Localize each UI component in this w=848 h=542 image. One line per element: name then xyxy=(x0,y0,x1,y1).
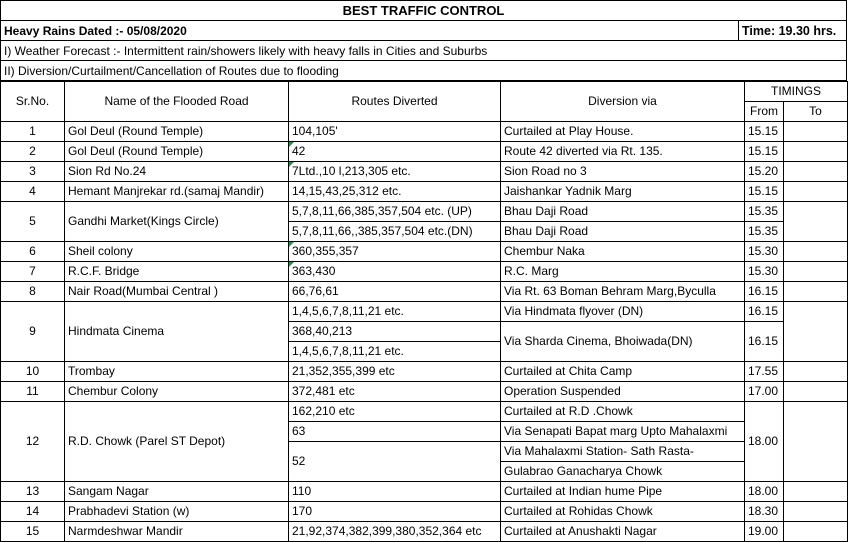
sr-cell: 3 xyxy=(1,162,65,182)
col-from: From xyxy=(745,102,784,122)
to-cell xyxy=(784,262,848,282)
from-cell: 15.30 xyxy=(745,242,784,262)
via-cell: Via Hindmata flyover (DN) xyxy=(501,302,745,322)
via-cell: Via Rt. 63 Boman Behram Marg,Byculla xyxy=(501,282,745,302)
table-row xyxy=(1,362,848,382)
routes-cell: 14,15,43,25,312 etc. xyxy=(289,182,501,202)
via-cell: Operation Suspended xyxy=(501,382,745,402)
road-cell: Chembur Colony xyxy=(65,382,289,402)
via-cell: Curtailed at Rohidas Chowk xyxy=(501,502,745,522)
table-row xyxy=(1,302,848,322)
from-cell: 15.15 xyxy=(745,182,784,202)
sr-cell: 9 xyxy=(1,302,65,362)
road-cell: Nair Road(Mumbai Central ) xyxy=(65,282,289,302)
road-cell: R.C.F. Bridge xyxy=(65,262,289,282)
routes-cell: 110 xyxy=(289,482,501,502)
road-cell: Sheil colony xyxy=(65,242,289,262)
table-row xyxy=(1,502,848,522)
sr-cell: 15 xyxy=(1,522,65,542)
routes-cell: 1,4,5,6,7,8,11,21 etc. xyxy=(289,342,501,362)
via-cell: Curtailed at Play House. xyxy=(501,122,745,142)
road-cell: Gol Deul (Round Temple) xyxy=(65,122,289,142)
routes-cell: 1,4,5,6,7,8,11,21 etc. xyxy=(289,302,501,322)
col-routes: Routes Diverted xyxy=(289,82,501,122)
to-cell xyxy=(784,362,848,382)
from-cell: 18.00 xyxy=(745,402,784,482)
routes-cell: 21,352,355,399 etc xyxy=(289,362,501,382)
road-cell: R.D. Chowk (Parel ST Depot) xyxy=(65,402,289,482)
via-cell: Via Senapati Bapat marg Upto Mahalaxmi xyxy=(501,422,745,442)
to-cell xyxy=(784,242,848,262)
to-cell xyxy=(784,282,848,302)
sr-cell: 13 xyxy=(1,482,65,502)
table-row xyxy=(1,482,848,502)
from-cell: 15.15 xyxy=(745,142,784,162)
via-cell: Sion Road no 3 xyxy=(501,162,745,182)
sr-cell: 12 xyxy=(1,402,65,482)
table-row xyxy=(1,402,848,422)
to-cell xyxy=(784,382,848,402)
routes-cell: 170 xyxy=(289,502,501,522)
via-cell: Bhau Daji Road xyxy=(501,202,745,222)
road-cell: Prabhadevi Station (w) xyxy=(65,502,289,522)
from-cell: 18.30 xyxy=(745,502,784,522)
via-cell: Curtailed at Anushakti Nagar xyxy=(501,522,745,542)
col-via: Diversion via xyxy=(501,82,745,122)
table-row xyxy=(1,522,848,542)
routes-cell: 360,355,357 xyxy=(289,242,501,262)
table-row xyxy=(1,282,848,302)
table-row xyxy=(1,262,848,282)
road-cell: Hindmata Cinema xyxy=(65,302,289,362)
from-cell: 15.20 xyxy=(745,162,784,182)
table-row xyxy=(1,242,848,262)
to-cell xyxy=(784,202,848,242)
sheet-title: BEST TRAFFIC CONTROL xyxy=(0,0,847,21)
from-cell: 15.30 xyxy=(745,262,784,282)
road-cell: Sangam Nagar xyxy=(65,482,289,502)
col-timings: TIMINGS xyxy=(745,82,848,102)
table-row xyxy=(1,182,848,202)
col-to: To xyxy=(784,102,848,122)
routes-cell: 7Ltd.,10 l,213,305 etc. xyxy=(289,162,501,182)
routes-cell: 104,105' xyxy=(289,122,501,142)
from-cell: 17.00 xyxy=(745,382,784,402)
to-cell xyxy=(784,142,848,162)
to-cell xyxy=(784,522,848,542)
diversion-heading: II) Diversion/Curtailment/Cancellation of Routes due to flooding xyxy=(0,61,847,81)
via-cell: Route 42 diverted via Rt. 135. xyxy=(501,142,745,162)
to-cell xyxy=(784,122,848,142)
routes-cell: 21,92,374,382,399,380,352,364 etc xyxy=(289,522,501,542)
sr-cell: 4 xyxy=(1,182,65,202)
from-cell: 18.00 xyxy=(745,482,784,502)
via-cell: Via Mahalaxmi Station- Sath Rasta- xyxy=(501,442,745,462)
to-cell xyxy=(784,182,848,202)
via-cell: Chembur Naka xyxy=(501,242,745,262)
routes-cell: 42 xyxy=(289,142,501,162)
table-row xyxy=(1,382,848,402)
road-cell: Sion Rd No.24 xyxy=(65,162,289,182)
routes-cell: 5,7,8,11,66,,385,357,504 etc.(DN) xyxy=(289,222,501,242)
via-cell: Via Sharda Cinema, Bhoiwada(DN) xyxy=(501,322,745,362)
sr-cell: 11 xyxy=(1,382,65,402)
table-row xyxy=(1,142,848,162)
col-sr: Sr.No. xyxy=(1,82,65,122)
sr-cell: 6 xyxy=(1,242,65,262)
sr-cell: 7 xyxy=(1,262,65,282)
routes-cell: 162,210 etc xyxy=(289,402,501,422)
road-cell: Narmdeshwar Mandir xyxy=(65,522,289,542)
from-cell: 15.35 xyxy=(745,202,784,222)
routes-cell: 363,430 xyxy=(289,262,501,282)
from-cell: 15.35 xyxy=(745,222,784,242)
rain-date: Heavy Rains Dated :- 05/08/2020 xyxy=(1,21,739,40)
road-cell: Gol Deul (Round Temple) xyxy=(65,142,289,162)
sr-cell: 8 xyxy=(1,282,65,302)
via-cell: Gulabrao Ganacharya Chowk xyxy=(501,462,745,482)
to-cell xyxy=(784,502,848,522)
routes-table xyxy=(0,81,848,542)
via-cell: Curtailed at Chita Camp xyxy=(501,362,745,382)
to-cell xyxy=(784,162,848,182)
to-cell xyxy=(784,402,848,482)
col-road: Name of the Flooded Road xyxy=(65,82,289,122)
routes-cell: 66,76,61 xyxy=(289,282,501,302)
table-row xyxy=(1,202,848,222)
via-cell: Jaishankar Yadnik Marg xyxy=(501,182,745,202)
via-cell: Curtailed at Indian hume Pipe xyxy=(501,482,745,502)
road-cell: Gandhi Market(Kings Circle) xyxy=(65,202,289,242)
sr-cell: 14 xyxy=(1,502,65,522)
from-cell: 16.15 xyxy=(745,322,784,362)
weather-forecast: I) Weather Forecast :- Intermittent rain/showers likely with heavy falls in Cities and Suburbs xyxy=(0,41,847,61)
sr-cell: 2 xyxy=(1,142,65,162)
via-cell: R.C. Marg xyxy=(501,262,745,282)
routes-cell: 52 xyxy=(289,442,501,482)
to-cell xyxy=(784,482,848,502)
to-cell xyxy=(784,302,848,362)
from-cell: 16.15 xyxy=(745,302,784,322)
from-cell: 16.15 xyxy=(745,282,784,302)
column-header-row xyxy=(1,82,848,102)
routes-cell: 5,7,8,11,66,385,357,504 etc. (UP) xyxy=(289,202,501,222)
routes-cell: 63 xyxy=(289,422,501,442)
from-cell: 19.00 xyxy=(745,522,784,542)
header-row xyxy=(0,21,847,41)
report-time: Time: 19.30 hrs. xyxy=(742,23,837,38)
table-row xyxy=(1,162,848,182)
sr-cell: 5 xyxy=(1,202,65,242)
sr-cell: 10 xyxy=(1,362,65,382)
road-cell: Hemant Manjrekar rd.(samaj Mandir) xyxy=(65,182,289,202)
routes-cell: 372,481 etc xyxy=(289,382,501,402)
road-cell: Trombay xyxy=(65,362,289,382)
routes-cell: 368,40,213 xyxy=(289,322,501,342)
from-cell: 17.55 xyxy=(745,362,784,382)
from-cell: 15.15 xyxy=(745,122,784,142)
sr-cell: 1 xyxy=(1,122,65,142)
via-cell: Bhau Daji Road xyxy=(501,222,745,242)
table-row xyxy=(1,122,848,142)
via-cell: Curtailed at R.D .Chowk xyxy=(501,402,745,422)
